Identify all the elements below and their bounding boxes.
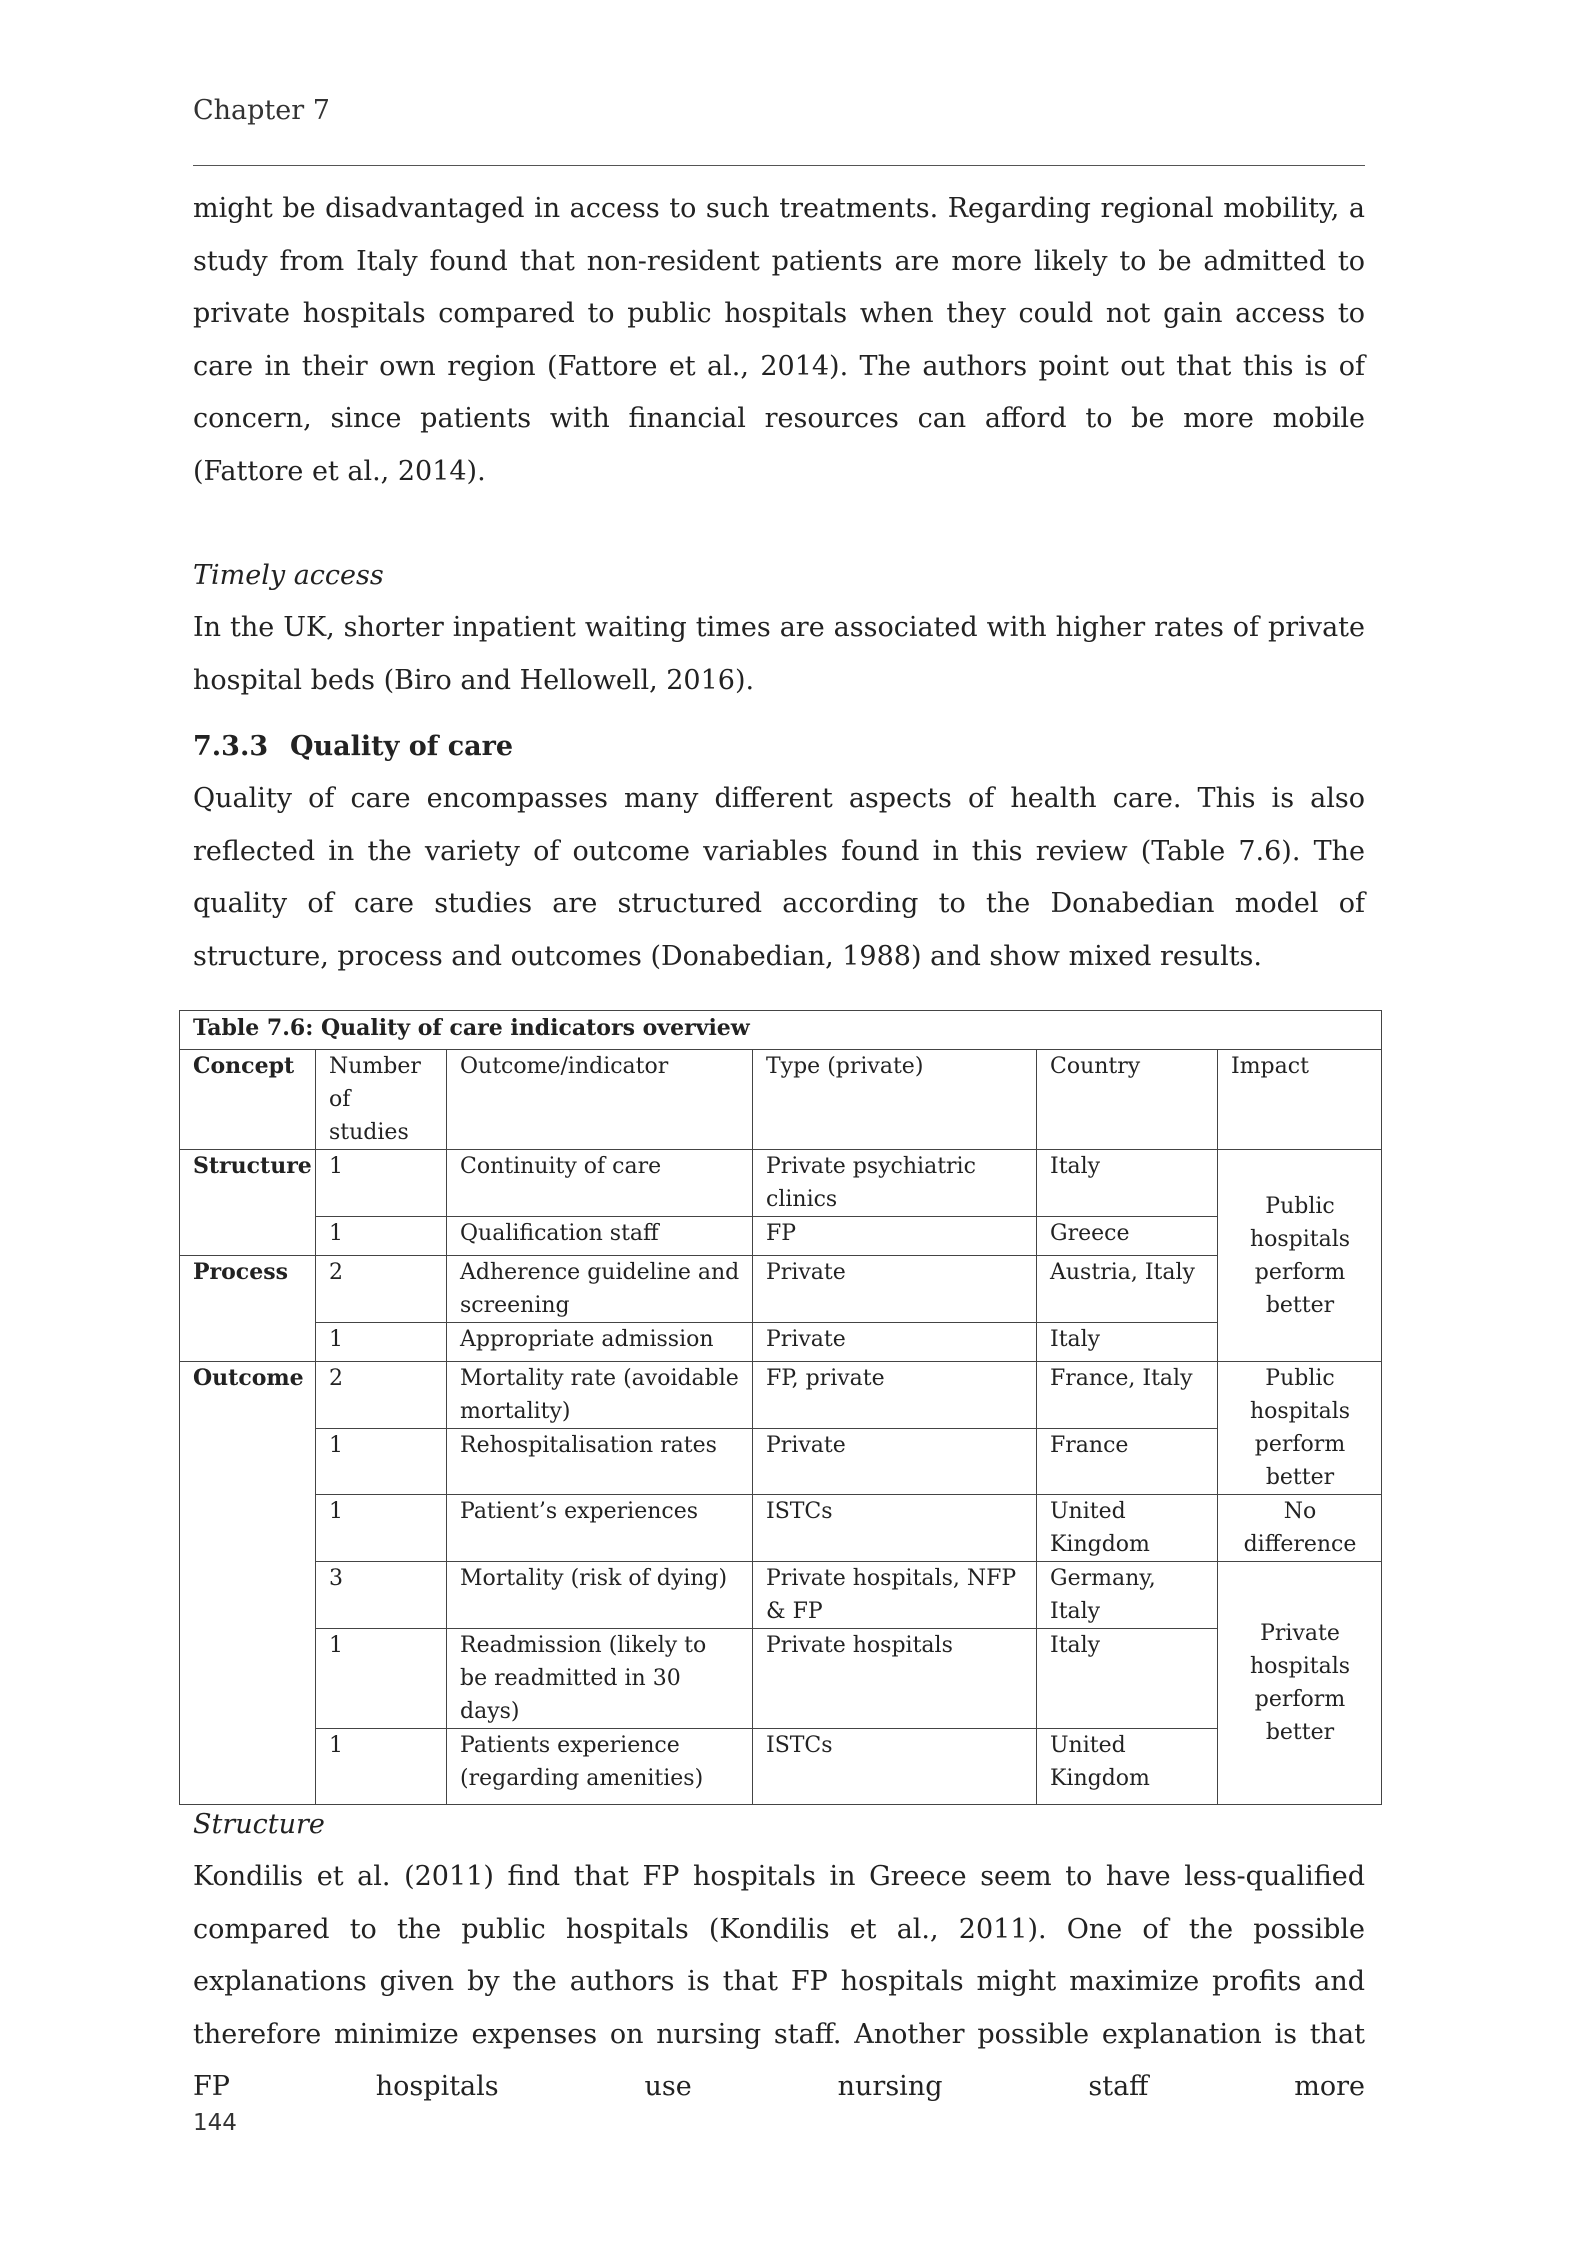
cell-number: 1 [316,1217,447,1256]
cell-indicator: Continuity of care [447,1150,753,1217]
section-number: 7.3.3 [193,731,269,762]
section-heading [193,721,1365,773]
impact-public-better-outcome: Public hospitals perform better [1218,1362,1382,1495]
cell-country: Greece [1037,1217,1218,1256]
page-number: 144 [193,2110,237,2136]
cell-number: 1 [316,1150,447,1217]
cell-type: Private psychiatric clinics [753,1150,1037,1217]
cell-indicator: Appropriate admission [447,1323,753,1362]
header-rule [193,165,1365,166]
cell-indicator: Qualification staff [447,1217,753,1256]
cell-number: 2 [316,1362,447,1429]
paragraph-quality-intro: Quality of care encompasses many different aspects of health care. This is also reflected in the variety of outcome variables found in this review (Table 7.6). The quality of care studies are structured according to the Donabedian model of structure, process and outcomes (Donabedian, 1988) and show mixed results. [193,783,1365,972]
table-header-row [180,1050,1382,1150]
paragraph-timely-access: In the UK, shorter inpatient waiting times are associated with higher rates of private hospital beds (Biro and Hellowell, 2016). [193,612,1365,696]
cell-type: Private [753,1323,1037,1362]
cell-number: 1 [316,1729,447,1805]
cell-indicator: Mortality (risk of dying) [447,1562,753,1629]
cell-type: Private [753,1256,1037,1323]
cell-indicator: Patients experience (regarding amenities) [447,1729,753,1805]
cell-type: ISTCs [753,1729,1037,1805]
cell-indicator: Patient’s experiences [447,1495,753,1562]
cell-country: France [1037,1429,1218,1495]
cell-number: 1 [316,1629,447,1729]
quality-of-care-table [179,1010,1381,1805]
cell-type: FP [753,1217,1037,1256]
header-concept: Concept [180,1050,316,1150]
cell-number: 1 [316,1495,447,1562]
cell-number: 2 [316,1256,447,1323]
cell-country: Italy [1037,1323,1218,1362]
table-caption: Table 7.6: Quality of care indicators overview [180,1011,1382,1050]
cell-country: United Kingdom [1037,1729,1218,1805]
body-text [193,183,1365,983]
cell-number: 1 [316,1429,447,1495]
header-country: Country [1037,1050,1218,1150]
concept-outcome: Outcome [180,1362,316,1805]
table-row [180,1323,1382,1362]
cell-country: Austria, Italy [1037,1256,1218,1323]
cell-type: ISTCs [753,1495,1037,1562]
cell-indicator: Mortality rate (avoidable mortality) [447,1362,753,1429]
cell-indicator: Adherence guideline and screening [447,1256,753,1323]
cell-type: Private hospitals, NFP & FP [753,1562,1037,1629]
table-row [180,1217,1382,1256]
table-row [180,1429,1382,1495]
cell-indicator: Readmission (likely to be readmitted in 30 days) [447,1629,753,1729]
impact-private-better: Private hospitals perform better [1218,1562,1382,1805]
subheading-timely-access: Timely access [193,560,384,591]
cell-country: Germany, Italy [1037,1562,1218,1629]
cell-country: Italy [1037,1629,1218,1729]
table-row [180,1150,1382,1217]
header-number: Number of studies [316,1050,447,1150]
table-row [180,1729,1382,1805]
header-impact: Impact [1218,1050,1382,1150]
header-indicator: Outcome/indicator [447,1050,753,1150]
table-row [180,1495,1382,1562]
body-text-lower [193,1799,1365,2114]
paragraph-structure: Kondilis et al. (2011) find that FP hospitals in Greece seem to have less-qualified compared to the public hospitals (Kondilis et al., 2011). One of the possible explanations given by the authors is that FP hospitals might maximize profits and therefore minimize expenses on nursing staff. Another possible explanation is that FP hospitals use nursing staff more [193,1861,1365,2102]
subheading-structure: Structure [193,1809,325,1840]
concept-process: Process [180,1256,316,1362]
cell-type: FP, private [753,1362,1037,1429]
paragraph-regional-mobility: might be disadvantaged in access to such treatments. Regarding regional mobility, a study from Italy found that non-resident patients are more likely to be admitted to private hospitals compared to public hospitals when they could not gain access to care in their own region (Fattore et al., 2014). The authors point out that this is of concern, since patients with financial resources can afford to be more mobile (Fattore et al., 2014). [193,193,1365,487]
cell-type: Private hospitals [753,1629,1037,1729]
cell-country: France, Italy [1037,1362,1218,1429]
running-head: Chapter 7 [193,95,330,126]
table-row [180,1256,1382,1323]
impact-no-difference: No difference [1218,1495,1382,1562]
concept-structure: Structure [180,1150,316,1256]
cell-number: 1 [316,1323,447,1362]
cell-country: Italy [1037,1150,1218,1217]
cell-indicator: Rehospitalisation rates [447,1429,753,1495]
table-row [180,1629,1382,1729]
cell-country: United Kingdom [1037,1495,1218,1562]
header-type: Type (private) [753,1050,1037,1150]
table-caption-row [180,1011,1382,1050]
table-row [180,1562,1382,1629]
impact-public-better: Public hospitals perform better [1218,1150,1382,1362]
cell-type: Private [753,1429,1037,1495]
table-row [180,1362,1382,1429]
section-title: Quality of care [290,731,514,762]
cell-number: 3 [316,1562,447,1629]
